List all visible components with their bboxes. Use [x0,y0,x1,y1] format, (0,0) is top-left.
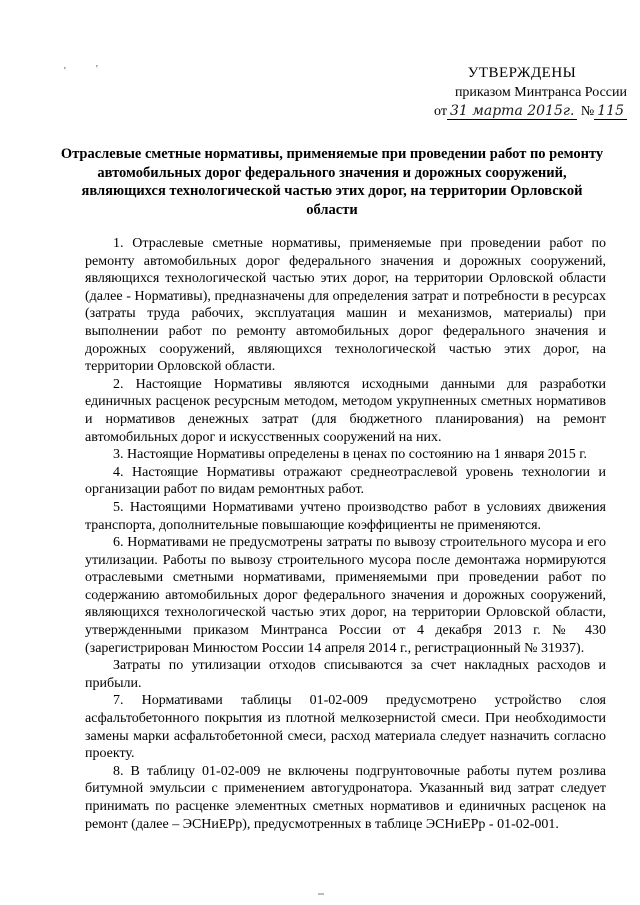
paragraph-8: 8. В таблицу 01-02-009 не включены подгрунтовочные работы путем розлива битумной эмульсии с применением автогудронатора. Указанный вид затрат следует принимать по расценке элементных сметных нормативов и единичных расценок на ремонт (далее – ЭСНиЕРр), предусмотренных в таблице ЭСНиЕРр - 01-02-001. [85,763,606,832]
approval-order-line: приказом Минтранса России [454,85,627,100]
from-label: от [434,104,447,119]
handwritten-number: 115 [594,103,627,120]
document-body [85,235,606,833]
paragraph-6: 6. Нормативами не предусмотрены затраты по вывозу строительного мусора и его утилизации. Работы по вывозу строительного мусора после демонтажа нормируются отраслевыми сметными нормативами, применяемыми при проведении работ по содержанию автомобильных дорог федерального значения и дорожных сооружений, являющихся технологической частью этих дорог, на территории Орловской области, утвержденными приказом Минтранса России от 4 декабря 2013 г. № 430 (зарегистрирован Минюстом России 14 апреля 2014 г., регистрационный № 31937). [85,535,606,656]
paragraph-5: 5. Настоящими Нормативами учтено производство работ в условиях движения транспорта, дополнительные повышающие коэффициенты не применяются. [85,499,606,533]
scan-dot: ' [64,66,66,77]
scan-dot: ' [96,64,98,75]
paragraph-6-note: Затраты по утилизации отходов списываются за счет накладных расходов и прибыли. [85,658,606,691]
approval-heading: УТВЕРЖДЕНЫ [467,65,577,81]
approval-date-line [417,102,627,121]
scan-artifact [318,893,324,895]
handwritten-date: 31 марта 2015г. [447,103,577,120]
paragraph-2: 2. Настоящие Нормативы являются исходными данными для разработки единичных расценок ресурсным методом, методом укрупненных сметных нормативов и нормативов денежных затрат (для бюджетного планирования) на ремонт автомобильных дорог и искусственных сооружений на них. [85,376,606,445]
paragraph-4: 4. Настоящие Нормативы отражают среднеотраслевой уровень технологии и организации работ по видам ремонтных работ. [85,464,606,498]
number-label: № [580,104,595,119]
paragraph-7: 7. Нормативами таблицы 01-02-009 предусмотрено устройство слоя асфальтобетонного покрытия из плотной мелкозернистой смеси. При необходимости замены марки асфальтобетонной смеси, расход материала следует назначить согласно проекту. [85,693,606,762]
approval-block [417,64,627,121]
paragraph-1: 1. Отраслевые сметные нормативы, применяемые при проведении работ по ремонту автомобильных дорог федерального значения и дорожных сооружений, являющихся технологической частью этих дорог, на территории Орловской области (далее - Нормативы), предназначены для определения затрат и потребности в ресурсах (затраты труда рабочих, эксплуатация машин и механизмов, материалы) при выполнении работ по ремонту автомобильных дорог федерального значения и дорожных сооружений, являющихся технологической частью этих дорог, на территории Орловской области. [85,236,606,375]
paragraph-3: 3. Настоящие Нормативы определены в ценах по состоянию на 1 января 2015 г. [113,447,587,463]
document-title: Отраслевые сметные нормативы, применяемые при проведении работ по ремонту автомобильных дорог федерального значения и дорожных сооружений, являющихся технологической частью этих дорог, на территории Орловской области [60,146,604,218]
